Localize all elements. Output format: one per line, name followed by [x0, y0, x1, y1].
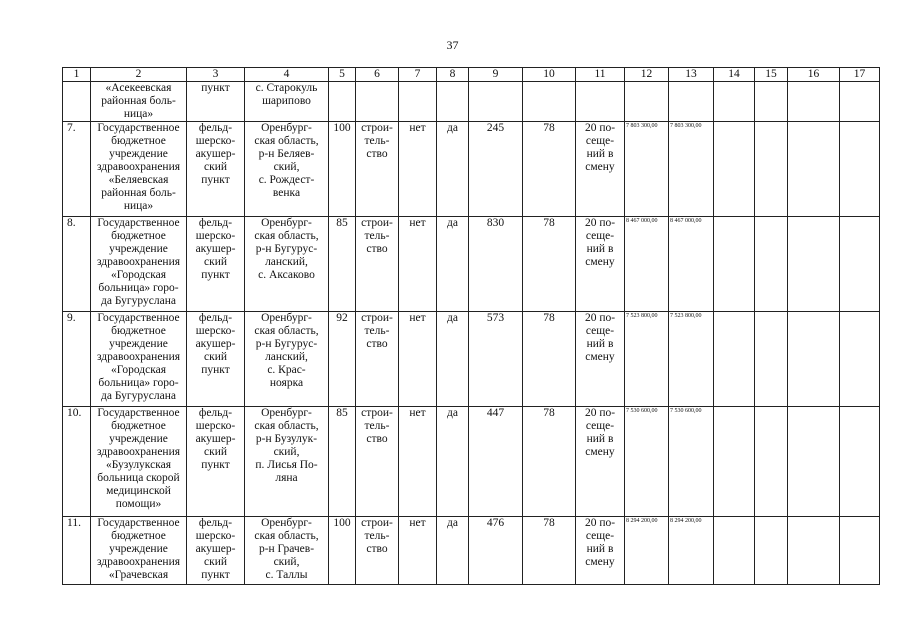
cell-line: бюджетное: [111, 530, 166, 542]
cell-col-15: [755, 122, 788, 217]
cell-col-12: 7 530 600,00: [625, 407, 669, 517]
cell-line: ство: [366, 148, 388, 160]
cell-line: «Бузулукская: [105, 459, 172, 471]
cell-col-10: 78: [523, 407, 576, 517]
column-header-5: 5: [329, 68, 356, 82]
cell-line: р-н Бугурус-: [255, 338, 318, 350]
cell-line: здравоохранения: [96, 161, 181, 173]
cell-line: шерско-: [195, 135, 236, 147]
cell-col-11: [576, 407, 625, 517]
cell-line: с. Рождест-: [258, 174, 315, 186]
cell-col-10: [523, 82, 576, 122]
cell-line: «Грачевская: [108, 569, 169, 581]
cell-col-3: [187, 407, 245, 517]
cell-col-15: [755, 82, 788, 122]
cell-line: фельд-: [198, 122, 233, 134]
cell-line: ство: [366, 338, 388, 350]
column-header-6: 6: [356, 68, 399, 82]
cell-line: больница скорой: [97, 472, 180, 484]
cell-col-4: [245, 312, 329, 407]
cell-col-7: нет: [399, 122, 437, 217]
cell-col-5: 100: [329, 517, 356, 585]
cell-line: р-н Бугурус-: [255, 243, 318, 255]
cell-line: сеще-: [585, 420, 615, 432]
cell-line: акушер-: [195, 338, 236, 350]
cell-col-10: 78: [523, 217, 576, 312]
cell-line: шерско-: [195, 230, 236, 242]
cell-line: смену: [585, 161, 615, 173]
cell-line: смену: [585, 351, 615, 363]
cell-col-16: [788, 122, 840, 217]
cell-line: помощи»: [115, 498, 162, 510]
cell-col-8: да: [437, 517, 469, 585]
cell-col-1: 10.: [63, 407, 91, 517]
column-header-8: 8: [437, 68, 469, 82]
header-row: [63, 68, 880, 82]
cell-col-9: 245: [469, 122, 523, 217]
cell-col-6: [356, 312, 399, 407]
cell-col-14: [714, 517, 755, 585]
cell-line: ский: [204, 556, 227, 568]
cell-col-12: 7 523 800,00: [625, 312, 669, 407]
cell-line: ский: [204, 351, 227, 363]
cell-col-13: 8 467 000,00: [669, 217, 714, 312]
cell-line: здравоохранения: [96, 556, 181, 568]
cell-col-6: [356, 407, 399, 517]
column-header-17: 17: [840, 68, 880, 82]
cell-line: ница»: [123, 200, 154, 212]
cell-line: Государственное: [97, 312, 180, 324]
cell-line: шарипово: [262, 95, 311, 107]
cell-line: р-н Грачев-: [258, 543, 315, 555]
cell-line: 20 по-: [584, 122, 616, 134]
cell-line: учреждение: [109, 433, 168, 445]
cell-line: ский,: [273, 556, 300, 568]
cell-line: 20 по-: [584, 217, 616, 229]
cell-line: да Бугуруслана: [101, 390, 176, 402]
cell-line: ланский,: [265, 256, 308, 268]
cell-line: тель-: [364, 230, 390, 242]
cell-line: бюджетное: [111, 420, 166, 432]
cell-col-2: [91, 407, 187, 517]
column-header-4: 4: [245, 68, 329, 82]
cell-col-5: 85: [329, 217, 356, 312]
cell-line: «Городская: [110, 364, 167, 376]
cell-col-15: [755, 217, 788, 312]
cell-col-1: 11.: [63, 517, 91, 585]
cell-col-11: [576, 517, 625, 585]
cell-line: ноярка: [269, 377, 304, 389]
cell-col-2: [91, 122, 187, 217]
cell-col-6: [356, 122, 399, 217]
cell-line: учреждение: [109, 243, 168, 255]
cell-line: строи-: [361, 407, 393, 419]
cell-col-2: [91, 217, 187, 312]
cell-line: строи-: [361, 217, 393, 229]
column-header-12: 12: [625, 68, 669, 82]
cell-line: больница» горо-: [98, 377, 179, 389]
cell-line: ский,: [273, 161, 300, 173]
cell-col-17: [840, 407, 880, 517]
cell-line: Оренбург-: [261, 217, 312, 229]
cell-col-5: 85: [329, 407, 356, 517]
cell-col-10: 78: [523, 312, 576, 407]
cell-col-16: [788, 217, 840, 312]
cell-col-3: [187, 82, 245, 122]
cell-col-5: [329, 82, 356, 122]
cell-line: Оренбург-: [261, 517, 312, 529]
cell-col-7: нет: [399, 517, 437, 585]
cell-line: сеще-: [585, 230, 615, 242]
cell-line: строи-: [361, 122, 393, 134]
cell-line: 20 по-: [584, 312, 616, 324]
cell-col-9: 447: [469, 407, 523, 517]
cell-col-11: [576, 122, 625, 217]
cell-col-8: да: [437, 122, 469, 217]
cell-col-5: 100: [329, 122, 356, 217]
cell-line: районная боль-: [101, 95, 176, 107]
cell-col-15: [755, 312, 788, 407]
cell-col-6: [356, 82, 399, 122]
cell-col-9: 476: [469, 517, 523, 585]
cell-col-4: [245, 122, 329, 217]
cell-line: здравоохранения: [96, 446, 181, 458]
cell-col-2: [91, 82, 187, 122]
page-number: 37: [446, 38, 459, 52]
cell-line: ство: [366, 243, 388, 255]
cell-line: «Беляевская: [108, 174, 169, 186]
cell-line: п. Лисья По-: [255, 459, 318, 471]
cell-line: ский,: [273, 446, 300, 458]
cell-col-16: [788, 517, 840, 585]
cell-line: Государственное: [97, 122, 180, 134]
cell-line: больница» горо-: [98, 282, 179, 294]
cell-line: тель-: [364, 530, 390, 542]
cell-line: строи-: [361, 312, 393, 324]
cell-col-3: [187, 122, 245, 217]
table-row: [63, 217, 880, 312]
cell-line: ский: [204, 446, 227, 458]
cell-line: «Городская: [110, 269, 167, 281]
cell-line: Государственное: [97, 217, 180, 229]
column-header-1: 1: [63, 68, 91, 82]
cell-line: ство: [366, 433, 388, 445]
cell-col-13: [669, 82, 714, 122]
cell-line: акушер-: [195, 433, 236, 445]
cell-col-3: [187, 517, 245, 585]
cell-line: бюджетное: [111, 135, 166, 147]
cell-col-13: 7 523 800,00: [669, 312, 714, 407]
cell-line: с. Таллы: [265, 569, 308, 581]
cell-line: шерско-: [195, 530, 236, 542]
table-row: [63, 312, 880, 407]
cell-line: тель-: [364, 135, 390, 147]
cell-line: учреждение: [109, 338, 168, 350]
cell-line: 20 по-: [584, 407, 616, 419]
cell-line: с. Старокуль: [255, 82, 318, 94]
cell-line: бюджетное: [111, 230, 166, 242]
cell-line: Государственное: [97, 407, 180, 419]
cell-line: Оренбург-: [261, 312, 312, 324]
cell-col-12: [625, 82, 669, 122]
data-table: [62, 67, 880, 585]
cell-col-1: 8.: [63, 217, 91, 312]
cell-line: учреждение: [109, 148, 168, 160]
cell-line: ская область,: [254, 135, 319, 147]
cell-col-13: 7 530 600,00: [669, 407, 714, 517]
cell-line: ний в: [586, 148, 614, 160]
table-row: [63, 407, 880, 517]
cell-col-4: [245, 517, 329, 585]
cell-col-1: 7.: [63, 122, 91, 217]
cell-line: фельд-: [198, 217, 233, 229]
cell-line: ский: [204, 256, 227, 268]
cell-col-7: нет: [399, 217, 437, 312]
column-header-9: 9: [469, 68, 523, 82]
cell-col-11: [576, 82, 625, 122]
cell-line: медицинской: [106, 485, 171, 497]
cell-line: пункт: [201, 569, 230, 581]
cell-line: шерско-: [195, 420, 236, 432]
cell-col-1: [63, 82, 91, 122]
cell-col-14: [714, 82, 755, 122]
cell-col-4: [245, 82, 329, 122]
cell-line: пункт: [201, 459, 230, 471]
cell-col-15: [755, 517, 788, 585]
cell-line: смену: [585, 556, 615, 568]
cell-col-3: [187, 312, 245, 407]
cell-col-8: да: [437, 407, 469, 517]
cell-col-14: [714, 217, 755, 312]
cell-line: ляна: [275, 472, 298, 484]
cell-line: ская область,: [254, 420, 319, 432]
cell-col-8: да: [437, 312, 469, 407]
cell-col-16: [788, 312, 840, 407]
cell-col-4: [245, 217, 329, 312]
cell-line: районная боль-: [101, 187, 176, 199]
cell-line: ний в: [586, 433, 614, 445]
cell-line: ланский,: [265, 351, 308, 363]
cell-line: пункт: [201, 364, 230, 376]
cell-line: акушер-: [195, 243, 236, 255]
table-row: [63, 517, 880, 585]
cell-line: бюджетное: [111, 325, 166, 337]
cell-col-17: [840, 82, 880, 122]
cell-line: смену: [585, 446, 615, 458]
cell-col-7: нет: [399, 312, 437, 407]
cell-line: шерско-: [195, 325, 236, 337]
column-header-7: 7: [399, 68, 437, 82]
column-header-3: 3: [187, 68, 245, 82]
cell-line: Государственное: [97, 517, 180, 529]
cell-col-12: 7 803 300,00: [625, 122, 669, 217]
cell-line: ский: [204, 161, 227, 173]
cell-col-14: [714, 407, 755, 517]
cell-line: с. Крас-: [267, 364, 306, 376]
column-header-11: 11: [576, 68, 625, 82]
cell-col-13: 8 294 200,00: [669, 517, 714, 585]
cell-line: р-н Беляев-: [258, 148, 315, 160]
cell-line: да Бугуруслана: [101, 295, 176, 307]
cell-col-6: [356, 217, 399, 312]
cell-line: акушер-: [195, 148, 236, 160]
cell-line: сеще-: [585, 135, 615, 147]
cell-line: пункт: [201, 174, 230, 186]
cell-col-12: 8 294 200,00: [625, 517, 669, 585]
cell-col-13: 7 803 300,00: [669, 122, 714, 217]
cell-col-16: [788, 82, 840, 122]
cell-col-16: [788, 407, 840, 517]
cell-col-8: да: [437, 217, 469, 312]
cell-line: тель-: [364, 325, 390, 337]
cell-col-17: [840, 122, 880, 217]
cell-line: учреждение: [109, 543, 168, 555]
cell-line: строи-: [361, 517, 393, 529]
cell-col-7: нет: [399, 407, 437, 517]
column-header-15: 15: [755, 68, 788, 82]
cell-col-17: [840, 517, 880, 585]
table-row: [63, 122, 880, 217]
cell-line: Оренбург-: [261, 122, 312, 134]
cell-line: здравоохранения: [96, 256, 181, 268]
cell-line: акушер-: [195, 543, 236, 555]
cell-col-9: 573: [469, 312, 523, 407]
cell-line: пункт: [201, 82, 230, 94]
cell-line: здравоохранения: [96, 351, 181, 363]
cell-col-9: 830: [469, 217, 523, 312]
cell-col-4: [245, 407, 329, 517]
cell-col-6: [356, 517, 399, 585]
column-header-10: 10: [523, 68, 576, 82]
cell-line: венка: [272, 187, 301, 199]
cell-col-11: [576, 312, 625, 407]
cell-line: ство: [366, 543, 388, 555]
cell-line: фельд-: [198, 312, 233, 324]
cell-col-15: [755, 407, 788, 517]
cell-col-10: 78: [523, 122, 576, 217]
cell-line: ская область,: [254, 325, 319, 337]
cell-line: Оренбург-: [261, 407, 312, 419]
cell-col-2: [91, 517, 187, 585]
cell-line: с. Аксаково: [258, 269, 315, 281]
cell-line: 20 по-: [584, 517, 616, 529]
cell-line: сеще-: [585, 530, 615, 542]
cell-line: тель-: [364, 420, 390, 432]
cell-line: фельд-: [198, 407, 233, 419]
cell-col-8: [437, 82, 469, 122]
column-header-13: 13: [669, 68, 714, 82]
cell-line: ница»: [123, 108, 154, 120]
column-header-14: 14: [714, 68, 755, 82]
cell-col-7: [399, 82, 437, 122]
cell-col-17: [840, 217, 880, 312]
cell-col-5: 92: [329, 312, 356, 407]
cell-line: ская область,: [254, 530, 319, 542]
cell-line: р-н Бузулук-: [255, 433, 318, 445]
cell-line: смену: [585, 256, 615, 268]
cell-col-1: 9.: [63, 312, 91, 407]
cell-col-12: 8 467 000,00: [625, 217, 669, 312]
cell-line: «Асекеевская: [105, 82, 172, 94]
cell-line: сеще-: [585, 325, 615, 337]
cell-line: ний в: [586, 338, 614, 350]
cell-line: пункт: [201, 269, 230, 281]
cell-line: ний в: [586, 243, 614, 255]
column-header-16: 16: [788, 68, 840, 82]
cell-col-17: [840, 312, 880, 407]
cell-line: фельд-: [198, 517, 233, 529]
table-row: [63, 82, 880, 122]
cell-col-10: 78: [523, 517, 576, 585]
cell-col-11: [576, 217, 625, 312]
cell-line: ний в: [586, 543, 614, 555]
cell-col-2: [91, 312, 187, 407]
cell-col-9: [469, 82, 523, 122]
column-header-2: 2: [91, 68, 187, 82]
cell-line: ская область,: [254, 230, 319, 242]
cell-col-14: [714, 312, 755, 407]
cell-col-3: [187, 217, 245, 312]
cell-col-14: [714, 122, 755, 217]
